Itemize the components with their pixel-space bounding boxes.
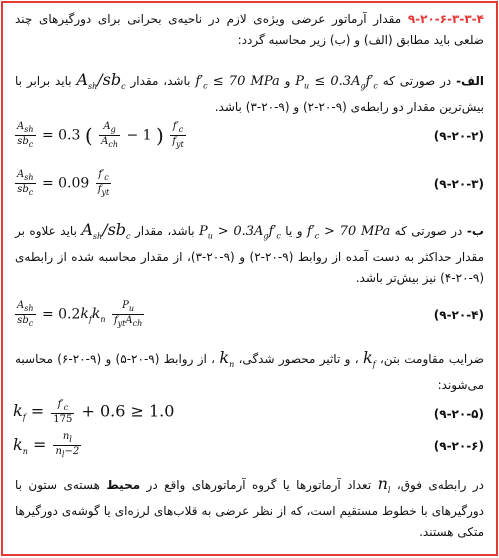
eq3-lhs-den-sub: c — [28, 187, 34, 197]
eq3-lhs-num: A — [17, 169, 25, 180]
equation-9-20-6 — [13, 431, 484, 461]
part-a-ratio-mid: /sb — [97, 70, 122, 89]
eq4-r-den2: A — [125, 314, 133, 326]
coeff-mid: ، و تاثیر محصور شدگی، — [238, 352, 359, 366]
eq4-lhs-num: A — [17, 300, 25, 311]
eq4-lhs-num-sub: sh — [24, 304, 34, 313]
eq3-r-num-sub: c — [104, 173, 109, 182]
eq2-in-num-sub: g — [110, 125, 116, 134]
part-b-label: ب- — [466, 224, 484, 238]
eq5-den: 175 — [53, 413, 73, 425]
section-intro — [15, 9, 484, 51]
part-b-c1-f: f′ — [306, 224, 315, 239]
eq2-in-den-sub: ch — [108, 139, 118, 149]
part-b-cond2 — [199, 224, 281, 239]
eq6-den-sub: l — [61, 449, 65, 459]
eq5-math — [13, 399, 174, 425]
coefficient-text — [15, 347, 484, 396]
part-a-cond2-f: f′ — [195, 74, 204, 89]
coeff-kn-k: k — [219, 348, 230, 367]
part-b-end: باید علاوه بر مقدار حداکثر به دست آمده از روابط (۹-۲۰-۲) و (۹-۲۰-۳)، از مقدار محاسبه شده از رابطه‌ی (۹-۲۰-۴) نیز بیش‌تر باشد. — [15, 224, 484, 286]
part-b-ratio — [81, 220, 131, 242]
eq2-r-den: f — [172, 135, 176, 147]
part-b-c2-sub3: c — [276, 231, 281, 241]
eq2-in-den: A — [101, 135, 109, 147]
eq6-den: n — [55, 445, 62, 457]
eq6-number: (۹-۲۰-۶) — [433, 439, 484, 453]
footnote-pre: در رابطه‌ی فوق، — [396, 478, 484, 492]
coeff-kf — [362, 348, 376, 370]
coeff-pre: ضرایب مقاومت بتن، — [379, 352, 484, 366]
part-a-text — [15, 69, 484, 118]
part-b-c1-rest: > 70 MPa — [324, 224, 391, 239]
eq2-minus: − 1 — [126, 127, 152, 144]
eq2-math: $\frac{A_{sh}}{sb_c}$ = 0.3 ( $\frac{A_g}{A_{ch}}$ − 1 ) $\frac{f'_c}{f_{yt}}$ — [17, 121, 184, 149]
eq2-inner-fraction — [99, 121, 120, 150]
eq4-lhs-den: sb — [17, 314, 29, 326]
eq6-math — [13, 431, 83, 460]
eq6-fraction — [53, 431, 81, 460]
eq3-right-fraction — [96, 169, 111, 198]
coeff-kf-sub: f — [372, 360, 376, 370]
eq2-r-num-sub: c — [178, 125, 184, 134]
eq2-r-num: f′ — [172, 121, 179, 132]
part-b-ratio-sub: sh — [92, 232, 103, 242]
eq3-lhs-den: sb — [17, 183, 29, 195]
eq3-lhs-fraction — [15, 169, 36, 198]
part-b-c2-sub: u — [207, 231, 213, 241]
eq5-rest: + 0.6 ≥ 1.0 — [81, 401, 175, 421]
part-a-post: باشد، مقدار — [130, 74, 191, 88]
eq4-k2: k — [91, 306, 101, 323]
document-page — [1, 1, 498, 556]
eq2-coef: = 0.3 — [41, 127, 81, 144]
part-b-cond1 — [307, 224, 390, 239]
coeff-post: ، از روابط (۹-۲۰-۵) و (۹-۲۰-۶) محاسبه می‌شوند: — [15, 352, 484, 393]
eq4-r-den-sub: yt — [117, 318, 126, 328]
eq2-lhs-den: sb — [17, 135, 29, 147]
eq4-k2-sub: n — [100, 315, 106, 325]
part-a-ratio-sub: sh — [88, 82, 98, 92]
part-b-ratio-mid: /sb — [102, 220, 127, 239]
part-a-cond1-f: f′ — [365, 74, 374, 89]
eq5-number: (۹-۲۰-۵) — [433, 407, 484, 421]
eq3-r-num: f′ — [98, 169, 105, 180]
eq6-eq: = — [32, 434, 47, 454]
eq3-coef: = 0.09 — [41, 175, 90, 192]
part-a-ratio — [76, 70, 126, 92]
part-a-and: و — [284, 74, 291, 88]
part-b-c2-rest: > 0.3A — [217, 224, 264, 239]
eq4-right-fraction — [112, 300, 144, 329]
footnote-nl — [377, 474, 391, 496]
part-a-end: باید برابر با بیش‌ترین مقدار دو رابطه‌ی (۹-۲۰-۲) و (۹-۲۰-۳) باشد. — [15, 74, 484, 115]
eq4-r-den2-sub: ch — [132, 318, 143, 328]
eq3-number: (۹-۲۰-۳) — [433, 177, 484, 191]
section-intro-text: مقدار آرماتور عرضی ویژه‌ی لازم در ناحیه‌ی بحرانی برای دورگیرهای چند ضلعی باید مطابق (الف) و (ب) زیر محاسبه گردد: — [15, 12, 484, 47]
part-a-cond1-rest: ≤ 0.3A — [314, 74, 361, 89]
part-b-pre: در صورتی که — [394, 224, 463, 238]
eq4-lhs-den-sub: c — [28, 318, 34, 328]
footnote-bold: محیط — [106, 478, 141, 492]
eq5-num: f′ — [57, 399, 64, 410]
footnote-nl-n: n — [377, 474, 388, 493]
footnote-text — [15, 473, 484, 543]
eq2-r-den-sub: yt — [175, 139, 184, 149]
part-a-ratio-sub2: c — [121, 82, 126, 92]
part-a-cond1-p: P — [295, 74, 305, 89]
equation-9-20-2 — [13, 121, 484, 151]
equation-9-20-4 — [13, 300, 484, 330]
eq6-num-sub: l — [69, 435, 72, 444]
footnote-nl-sub: l — [387, 486, 391, 496]
eq3-r-den: f — [97, 183, 102, 195]
part-b-text — [15, 219, 484, 289]
eq4-r-den: f — [113, 314, 118, 326]
part-b-c2-f: f′ — [268, 224, 277, 239]
eq2-right-fraction — [170, 121, 185, 150]
coeff-kn — [219, 348, 235, 370]
eq5-eq: = — [30, 401, 45, 421]
part-b-c2-p: P — [199, 224, 208, 239]
part-a-cond1-sub3: c — [373, 81, 378, 91]
part-a-ratio-a: A — [76, 70, 89, 89]
eq4-lhs-fraction — [15, 300, 36, 329]
eq3-lhs-num-sub: sh — [24, 173, 34, 182]
part-a-cond1 — [295, 74, 378, 89]
part-b-c2-sub2: g — [263, 231, 269, 241]
coeff-kn-sub: n — [229, 360, 235, 370]
section-number: ۹-۲۰-۶-۳-۳-۴ — [407, 12, 484, 26]
footnote-mid: تعداد آرماتورها یا گروه آرماتورهای واقع در — [146, 478, 372, 492]
eq4-r-num-sub: u — [128, 304, 135, 313]
eq5-fraction — [51, 399, 74, 425]
eq2-lhs-num: A — [17, 121, 25, 132]
eq2-lhs-den-sub: c — [28, 139, 34, 149]
footnote-post: هسته‌ی ستون با دورگیرهای با خطوط مستقیم است، که از نظر عرضی به قلاب‌های لرزه‌ای یا گوشه‌ی دورگیرها متکی هستند. — [15, 478, 484, 540]
part-b-ratio-a: A — [81, 220, 93, 239]
eq5-lhs-sub: f — [22, 413, 26, 423]
part-a-cond1-sub: u — [304, 81, 310, 91]
equation-9-20-3 — [13, 169, 484, 199]
eq4-number: (۹-۲۰-۴) — [433, 308, 484, 322]
part-a-pre: در صورتی که — [382, 74, 452, 88]
eq6-num: n — [62, 431, 70, 442]
eq2-in-num: A — [103, 121, 111, 132]
eq4-k1: k — [80, 306, 89, 323]
part-a-cond2 — [195, 74, 279, 89]
eq6-den-rest: −2 — [64, 445, 80, 457]
eq4-k1-sub: f — [88, 315, 92, 325]
eq6-lhs: k — [13, 434, 23, 454]
eq4-r-num: P — [122, 300, 129, 311]
eq4-coef: = 0.2 — [41, 306, 81, 323]
equation-9-20-5 — [13, 399, 484, 429]
eq5-lhs: k — [13, 401, 23, 421]
eq2-lhs-num-sub: sh — [24, 125, 34, 134]
eq6-lhs-sub: n — [22, 446, 28, 456]
eq2-number: (۹-۲۰-۲) — [433, 129, 484, 143]
eq3-math — [13, 169, 113, 198]
eq5-num-sub: c — [63, 403, 69, 412]
eq4-math — [13, 300, 146, 329]
eq3-r-den-sub: yt — [101, 187, 110, 197]
eq2-lhs-fraction — [15, 121, 36, 150]
part-a-cond2-sub: c — [203, 81, 208, 91]
coeff-kf-k: k — [362, 348, 373, 367]
part-a-cond2-rest: ≤ 70 MPa — [212, 74, 280, 89]
part-b-ratio-sub2: c — [126, 232, 131, 242]
part-b-post: باشد، مقدار — [134, 224, 195, 238]
part-a-label: الف- — [456, 74, 484, 88]
part-b-c1-sub: c — [314, 231, 320, 241]
part-b-or: و یا — [285, 224, 303, 238]
part-a-cond1-sub2: g — [360, 81, 366, 91]
